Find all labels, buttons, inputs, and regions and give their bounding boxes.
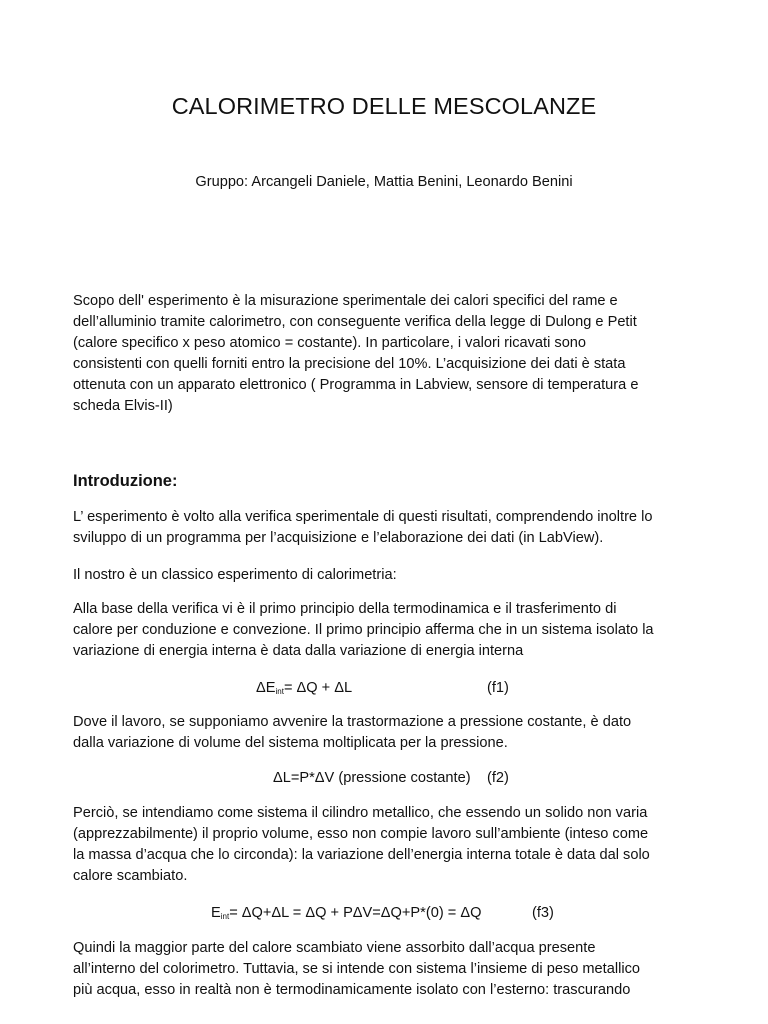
formula-f3-rhs: = ΔQ+ΔL = ΔQ + PΔV=ΔQ+P*(0) = ΔQ <box>229 905 482 921</box>
formula-f3 <box>211 903 481 927</box>
intro-paragraph-3 <box>73 599 703 662</box>
intro-heading: Introduzione: <box>73 472 178 490</box>
text-line: Scopo dell' esperimento è la misurazione sperimentale dei calori specifici del rame e <box>73 293 618 309</box>
formula-f1-lhs: ΔE <box>256 680 276 696</box>
text-line: variazione di energia interna è data dalla variazione di energia interna <box>73 643 524 659</box>
text-line: sviluppo di un programma per l’acquisizione e l’elaborazione dei dati (in LabView). <box>73 530 604 546</box>
text-line: la massa d’acqua che lo circonda): la variazione dell’energia interna totale è data dal solo <box>73 847 650 863</box>
text-line: calore per conduzione e convezione. Il primo principio afferma che in un sistema isolato la <box>73 622 654 638</box>
text-line: (apprezzabilmente) il proprio volume, esso non compie lavoro sull’ambiente (inteso come <box>73 826 649 842</box>
text-line: Quindi la maggior parte del calore scambiato viene assorbito dall’acqua presente <box>73 940 596 956</box>
formula-f3-subscript: int <box>220 912 230 921</box>
text-line: dalla variazione di volume del sistema moltiplicata per la pressione. <box>73 735 508 751</box>
text-line: Dove il lavoro, se supponiamo avvenire la trastormazione a pressione costante, è dato <box>73 714 632 730</box>
paragraph-5 <box>73 803 703 887</box>
text-line: (calore specifico x peso atomico = costante). In particolare, i valori ricavati sono <box>73 335 587 351</box>
formula-f3-lhs: E <box>211 905 221 921</box>
formula-f1-rhs: = ΔQ + ΔL <box>283 680 353 696</box>
text-line: calore scambiato. <box>73 868 188 884</box>
intro-paragraph-1 <box>73 507 703 549</box>
text-line: Alla base della verifica vi è il primo principio della termodinamica e il trasferimento di <box>73 601 617 617</box>
formula-f3-tag: (f3) <box>532 905 554 921</box>
text-line: ottenuta con un apparato elettronico ( Programma in Labview, sensore di temperatura e <box>73 377 639 393</box>
formula-f1-subscript: int <box>275 687 284 696</box>
paragraph-4 <box>73 712 703 754</box>
text-line: più acqua, esso in realtà non è termodinamicamente isolato con l’esterno: trascurando <box>73 982 631 998</box>
formula-f1 <box>256 678 352 702</box>
document-title: CALORIMETRO DELLE MESCOLANZE <box>171 93 597 119</box>
group-members: Gruppo: Arcangeli Daniele, Mattia Benini, Leonardo Benini <box>195 174 573 190</box>
text-line: Il nostro è un classico esperimento di calorimetria: <box>73 567 397 583</box>
paragraph-6 <box>73 938 703 1001</box>
abstract-paragraph <box>73 291 703 417</box>
formula-f2: ΔL=P*ΔV (pressione costante) <box>273 770 471 786</box>
text-line: all’interno del colorimetro. Tuttavia, se si intende con sistema l’insieme di peso metallico <box>73 961 640 977</box>
text-line: scheda Elvis-II) <box>73 398 173 414</box>
text-line: dell’alluminio tramite calorimetro, con conseguente verifica della legge di Dulong e Petit <box>73 314 637 330</box>
text-line: L’ esperimento è volto alla verifica sperimentale di questi risultati, comprendendo inoltre lo <box>73 509 653 525</box>
text-line: consistenti con quelli forniti entro la precisione del 10%. L’acquisizione dei dati è stata <box>73 356 626 372</box>
formula-f1-tag: (f1) <box>487 680 509 696</box>
text-line: Perciò, se intendiamo come sistema il cilindro metallico, che essendo un solido non varia <box>73 805 648 821</box>
intro-paragraph-2 <box>73 565 703 586</box>
formula-f2-tag: (f2) <box>487 770 509 786</box>
